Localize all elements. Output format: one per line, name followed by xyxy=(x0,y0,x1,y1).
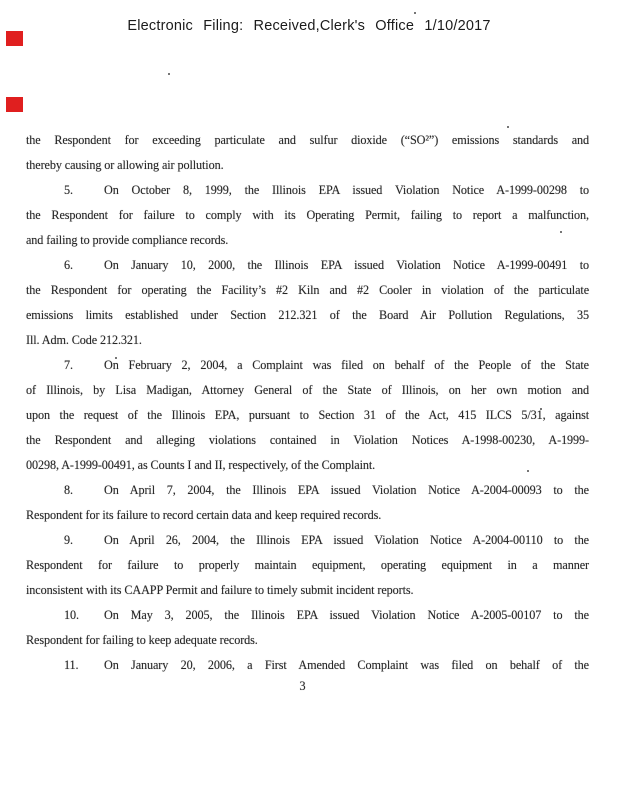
document-body xyxy=(26,128,589,678)
text-line: 7. On February 2, 2004, a Complaint was filed on behalf of the People of the State xyxy=(26,353,589,378)
paragraph-number: 10. xyxy=(64,608,79,622)
scan-speck xyxy=(168,73,170,75)
text-line: and failing to provide compliance records. xyxy=(26,233,229,247)
text-line: the Respondent and alleging violations contained in Violation Notices A-1998-00230, A-1999- xyxy=(26,433,589,447)
text-line: 9. On April 26, 2004, the Illinois EPA issued Violation Notice A-2004-00110 to the xyxy=(26,528,589,553)
electronic-filing-stamp: Electronic Filing: Received,Clerk's Office 1/10/2017 xyxy=(127,18,491,34)
text-line: inconsistent with its CAAPP Permit and failure to timely submit incident reports. xyxy=(26,583,414,597)
text-line: the Respondent for operating the Facility’s #2 Kiln and #2 Cooler in violation of the particulate xyxy=(26,283,589,297)
red-annotation-mark-1 xyxy=(6,31,23,46)
text-line: Respondent for its failure to record certain data and keep required records. xyxy=(26,508,382,522)
paragraph xyxy=(26,253,589,353)
text-line: Respondent for failing to keep adequate records. xyxy=(26,633,258,647)
text-line: Respondent for failure to properly maintain equipment, operating equipment in a manner xyxy=(26,558,589,572)
paragraph-number: 8. xyxy=(64,483,73,497)
paragraph-number: 6. xyxy=(64,258,73,272)
page-number: 3 xyxy=(299,679,306,693)
paragraph-number: 7. xyxy=(64,358,73,372)
text-line: 6. On January 10, 2000, the Illinois EPA issued Violation Notice A-1999-00491 to xyxy=(26,253,589,278)
text-line: 5. On October 8, 1999, the Illinois EPA issued Violation Notice A-1999-00298 to xyxy=(26,178,589,203)
text-line: 11. On January 20, 2006, a First Amended Complaint was filed on behalf of the xyxy=(26,653,589,678)
paragraph xyxy=(26,128,589,178)
paragraph xyxy=(26,478,589,528)
paragraph-number: 11. xyxy=(64,658,79,672)
text-line: upon the request of the Illinois EPA, pursuant to Section 31 of the Act, 415 ILCS 5/31, against xyxy=(26,408,589,422)
paragraph xyxy=(26,603,589,653)
text-line: Ill. Adm. Code 212.321. xyxy=(26,333,142,347)
text-line: 10. On May 3, 2005, the Illinois EPA issued Violation Notice A-2005-00107 to the xyxy=(26,603,589,628)
text-line: thereby causing or allowing air pollution. xyxy=(26,158,224,172)
red-annotation-mark-2 xyxy=(6,97,23,112)
paragraph-number: 5. xyxy=(64,183,73,197)
text-line: 00298, A-1999-00491, as Counts I and II, respectively, of the Complaint. xyxy=(26,458,376,472)
text-line: emissions limits established under Section 212.321 of the Board Air Pollution Regulations, 35 xyxy=(26,308,589,322)
paragraph xyxy=(26,353,589,478)
paragraph xyxy=(26,528,589,603)
scan-speck xyxy=(414,12,416,14)
text-line: 8. On April 7, 2004, the Illinois EPA issued Violation Notice A-2004-00093 to the xyxy=(26,478,589,503)
text-line: the Respondent for exceeding particulate and sulfur dioxide (“SO²”) emissions standards and xyxy=(26,133,589,147)
paragraph-number: 9. xyxy=(64,533,73,547)
paragraph xyxy=(26,178,589,253)
text-line: the Respondent for failure to comply with its Operating Permit, failing to report a malfunction, xyxy=(26,208,589,222)
text-line: of Illinois, by Lisa Madigan, Attorney General of the State of Illinois, on her own motion and xyxy=(26,383,589,397)
